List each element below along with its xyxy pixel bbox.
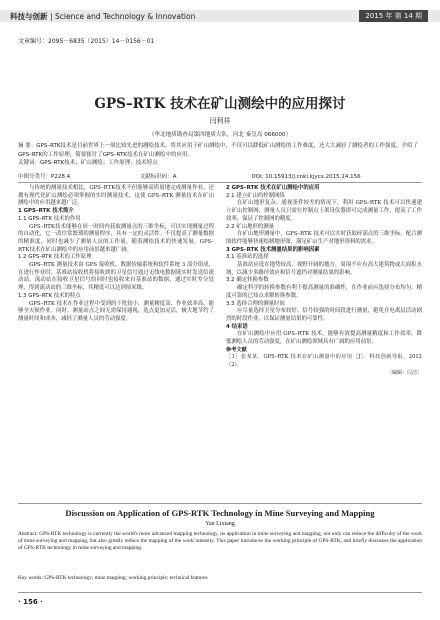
section-heading: 4 结束语: [226, 323, 248, 330]
page-number: · 156 ·: [18, 598, 43, 606]
journal-name-en: | Science and Technology & Innovation: [50, 12, 196, 21]
section-heading: 2 GPS–RTK 技术在矿山测绘中的应用: [226, 185, 320, 191]
section-heading: 2.1 建立矿山的控制网络: [226, 192, 285, 199]
divider: [18, 592, 422, 593]
body-paragraph: GPS–RTK技术能够在同一时间内获取测量点的三维坐标，可以实现测量过程的自动化，它一改往常繁琐的测量程序，具有一定的灵活性。不仅提高了测量数据的精准度，同时也减少了测量人员的工作量。随着测绘技术的快速发展，GPS–RTK技术在矿山测绘中的应用前景越来越广阔。: [18, 223, 214, 253]
document-code: 文章编号：2095－6835（2015）14－0156－01: [18, 38, 155, 45]
section-heading: 3.2 确定转换参数: [226, 277, 269, 284]
keywords-cn: 关键词：GPS–RTK技术；矿山测绘；工作原理；技术特点: [18, 160, 158, 166]
section-heading: 1.2 GPS–RTK 技术的工作原理: [18, 254, 92, 261]
article-title: GPS–RTK 技术在矿山测绘中的应用探讨: [94, 96, 346, 112]
journal-name-cn: 科技与创新: [10, 12, 48, 21]
classification-line: [18, 172, 422, 180]
doi: DOI: 10.15913/j.cnki.kjycx.2015.14.156: [251, 174, 361, 180]
editor-mark: 〔编辑：白洁〕: [386, 369, 422, 376]
section-heading: 3.3 选择合理的测量时间: [226, 300, 285, 307]
body-paragraph: 在矿山测绘中应用 GPS–RTK 技术，能够有效提高测量精度和工作效率，降低测绘人员的劳动强度，在矿山测绘领域具有广阔的应用前景。: [226, 331, 422, 346]
body-column-left: [18, 185, 214, 324]
body-paragraph: GPS–RTK 测量技术由 GPS 接收机、数据传输系统和软件系统 3 部分组成，在进行作业时，基准站接收机将接收到的卫星信号通过无线电数据链实时发送给流动站，流动站在接收卫星信号的同时也接收来自基准站的数据，通过实时差分处理，得到流动站的三维坐标，其精度可以达到厘米级。: [18, 262, 214, 292]
divider: [18, 182, 422, 183]
section-heading: 3 GPS–RTK 技术测量结果的影响因素: [226, 246, 320, 253]
right-column-sections: [226, 185, 422, 347]
body-paragraph: 在矿山地形复杂、通视条件较差的情况下，利用 GPS–RTK 技术可以快速建立矿山控制网，测量人员只需在控制点上架设仪器即可完成测量工作，提高了工作效率，保证了控制网的精度。: [226, 200, 422, 222]
english-abstract: Abstract: GPS-RTK technology is currently the world's more advanced mapping technology, its application in mine surveying and mapping, not only can reduce the difficulty of the work of mine surveying and mapping, but also greatly reduce the mapping of the work intensity. This paper introduces the working principle of GPS-RTK, and briefly discusses the application of GPS-RTK technology in mine surveying and mapping.: [18, 531, 422, 552]
abstract-text: 摘 要：GPS–RTK技术是目前世界上一项比较先进的测绘技术，将其应用于矿山测绘中，不仅可以降低矿山测绘的工作难度，还大大减轻了测绘者的工作强度，介绍了GPS–RTK的工作原理，简要探讨了GPS–RTK技术在矿山测绘中的应用。: [18, 143, 418, 158]
journal-name: [10, 11, 195, 22]
author-affiliation: （华北地质勘查局第四地质大队，河北 秦皇岛 066000）: [148, 132, 292, 138]
section-heading: 2.2 矿山地形的测量: [226, 223, 275, 230]
document-code-letter: 文献标识码：A: [139, 174, 177, 180]
body-paragraph: GPS–RTK 技术在作业过程中受到的干扰较小，测量精度高、作业效率高，能够全天候作业。同时，测量站点之间无需保持通视，选点更加灵活，极大地节约了测量时间和成本，减轻了测量人员的劳动强度。: [18, 300, 214, 322]
section-heading: 1.3 GPS–RTK 技术的特点: [18, 292, 81, 299]
issue-badge: 2015 年 第 14 期: [359, 10, 428, 22]
body-paragraph: 应尽量选择卫星分布较好、信号较强的时间段进行测量，避免在电离层活动剧烈的时段作业，以保证测量结果的可靠性。: [226, 308, 422, 322]
divider: [18, 503, 422, 504]
section-heading: 3.1 基准站的选择: [226, 254, 269, 261]
body-paragraph: 在矿山地形测量中，GPS–RTK 技术可以实时获取碎部点的三维坐标，配合测图软件能够快速绘制地形图，满足矿山生产对地形资料的需求。: [226, 231, 422, 245]
reference-item: ［1］张某某．GPS–RTK 技术在矿山测量中的应用［J］．科技创新导报，2012（2）．: [226, 354, 422, 369]
abstract-cn: [18, 142, 422, 168]
clc-number: 中图分类号：P228.4: [18, 174, 71, 180]
section-heading: 1.1 GPS–RTK 技术的作用: [18, 215, 81, 222]
references-heading: 参考文献: [226, 346, 247, 353]
body-paragraph: 基准站应选在地势较高、视野开阔的地方，周围不应有高大建筑物或大面积水域，以减少多路径效应和信号遮挡对测量结果的影响。: [226, 262, 422, 276]
body-paragraph: 确定科学的转换参数有利于提高测量的准确性，在作业前应选择分布均匀、精度可靠的已知点求解转换参数。: [226, 285, 422, 299]
author-name: 闫利祥: [209, 117, 231, 125]
english-keywords: Key words: GPS-RTK technology; mine mapping; working principle; technical features: [18, 575, 208, 581]
english-author: Yan Lixiang: [205, 521, 235, 527]
journal-header: [0, 0, 440, 30]
section-heading: 1 GPS–RTK 技术简介: [18, 208, 74, 215]
references: [226, 347, 422, 370]
body-column-right: [226, 185, 422, 378]
body-paragraph: 与传统的测量技术相比，GPS–RTK技术不但能够高质量地完成测量作业，还拥有现代化矿山测绘必须掌握的实时测量技术。这使 GPS–RTK 测量技术在矿山测绘中的应用越来越广泛。: [18, 185, 214, 207]
english-title: Discussion on Application of GPS-RTK Technology in Mine Surveying and Mapping: [65, 508, 375, 518]
